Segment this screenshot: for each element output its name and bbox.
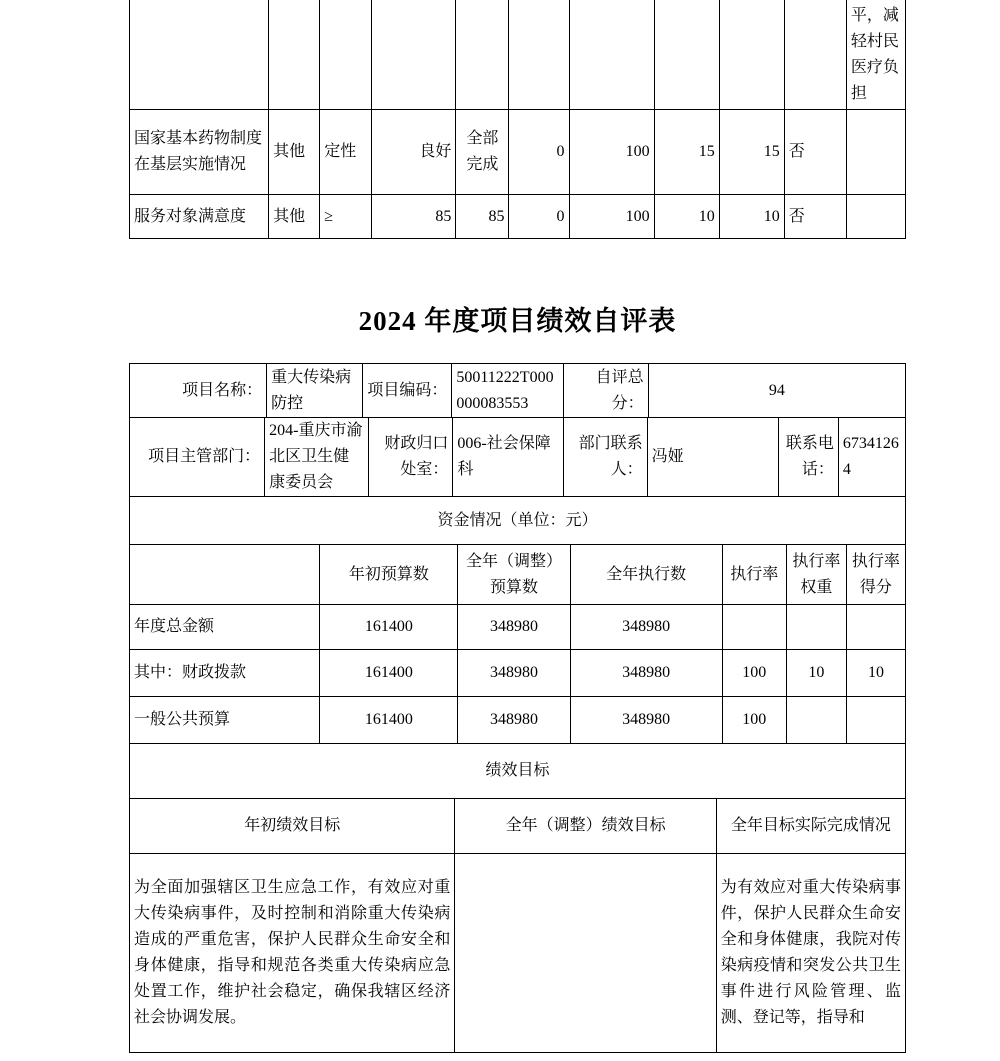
goals-header-row — [129, 798, 906, 854]
initial-goal-text: 为全面加强辖区卫生应急工作，有效应对重大传染病事件，及时控制和消除重大传染病造成的严重危害，保护人民群众生命安全和身体健康，指导和规范各类重大传染病应急处置工作，维护社会稳定，确保我辖区经济社会协调发展。 — [130, 854, 455, 1053]
cell-target-value: 85 — [372, 195, 456, 239]
cell-initial: 161400 — [320, 697, 458, 744]
cell-empty — [456, 0, 509, 110]
cell-category: 其他 — [269, 195, 320, 239]
cell-empty — [130, 0, 269, 110]
goals-section-title: 绩效目标 — [130, 744, 906, 799]
contact-label: 部门联系人： — [563, 418, 647, 497]
carryover-row — [130, 0, 906, 110]
table-row — [130, 418, 906, 497]
cell-adjusted: 348980 — [458, 605, 570, 650]
contact-value: 冯娅 — [647, 418, 778, 497]
cell-rate — [722, 605, 786, 650]
header-executed: 全年执行数 — [570, 545, 722, 605]
cell-actual-value: 全部完成 — [456, 110, 509, 195]
funding-header-row — [130, 545, 906, 605]
cell-weight — [786, 605, 846, 650]
row-label: 其中：财政拨款 — [130, 650, 320, 697]
cell-weight: 15 — [654, 110, 719, 195]
cell-carryover-text: 平，减轻村民医疗负担 — [846, 0, 905, 110]
header-rate-score: 执行率得分 — [846, 545, 905, 605]
cell-score: 10 — [846, 650, 905, 697]
cell-score — [846, 605, 905, 650]
cell-note — [846, 110, 905, 195]
row-label: 一般公共预算 — [130, 697, 320, 744]
cell-category: 其他 — [269, 110, 320, 195]
funding-row-public-budget — [130, 697, 906, 744]
cell-deviation: 0 — [509, 195, 569, 239]
header-adjusted-goal: 全年（调整）绩效目标 — [455, 799, 716, 854]
indicator-table — [129, 0, 906, 239]
project-info-row-1 — [129, 363, 906, 418]
header-actual-completion: 全年目标实际完成情况 — [716, 799, 905, 854]
funding-section-title: 资金情况（单位：元） — [130, 497, 906, 545]
funding-table — [129, 544, 906, 744]
cell-empty — [269, 0, 320, 110]
cell-score: 10 — [719, 195, 784, 239]
cell-deviation-flag: 否 — [784, 195, 846, 239]
cell-metric-type: ≥ — [320, 195, 372, 239]
cell-executed: 348980 — [570, 605, 722, 650]
finance-office-value: 006-社会保障科 — [453, 418, 563, 497]
project-name-value: 重大传染病防控 — [267, 364, 363, 418]
cell-initial: 161400 — [320, 650, 458, 697]
actual-completion-text: 为有效应对重大传染病事件，保护人民群众生命安全和身体健康，我院对传染病疫情和突发公共卫生事件进行风险管理、监测、登记等，指导和 — [716, 854, 905, 1053]
funding-section-banner — [129, 496, 906, 545]
header-initial-budget: 年初预算数 — [320, 545, 458, 605]
goals-content-row — [129, 853, 906, 1053]
dept-value: 204-重庆市渝北区卫生健康委员会 — [265, 418, 369, 497]
cell-empty — [320, 0, 372, 110]
cell-note — [846, 195, 905, 239]
self-eval-table — [129, 363, 906, 1053]
project-info-row-2 — [129, 417, 906, 497]
table-row — [130, 744, 906, 799]
cell-weight — [786, 697, 846, 744]
cell-empty — [719, 0, 784, 110]
table-row — [130, 854, 906, 1053]
cell-actual-value: 85 — [456, 195, 509, 239]
cell-weight: 10 — [654, 195, 719, 239]
cell-deviation: 0 — [509, 110, 569, 195]
cell-indicator-name: 国家基本药物制度在基层实施情况 — [130, 110, 269, 195]
self-score-value: 94 — [648, 364, 905, 418]
cell-adjusted: 348980 — [458, 650, 570, 697]
cell-score — [846, 697, 905, 744]
phone-label: 联系电话： — [778, 418, 838, 497]
cell-metric-type: 定性 — [320, 110, 372, 195]
funding-row-fiscal — [130, 650, 906, 697]
cell-executed: 348980 — [570, 650, 722, 697]
cell-weight: 10 — [786, 650, 846, 697]
cell-empty — [569, 0, 654, 110]
phone-value: 67341264 — [838, 418, 905, 497]
cell-completion-rate: 100 — [569, 110, 654, 195]
header-initial-goal: 年初绩效目标 — [130, 799, 455, 854]
page-title: 2024 年度项目绩效自评表 — [358, 306, 677, 336]
cell-empty — [372, 0, 456, 110]
cell-empty — [784, 0, 846, 110]
adjusted-goal-text — [455, 854, 716, 1053]
table-row — [130, 497, 906, 545]
project-code-value: 50011222T000000083553 — [452, 364, 563, 418]
cell-deviation-flag: 否 — [784, 110, 846, 195]
project-code-label: 项目编码： — [363, 364, 452, 418]
cell-rate: 100 — [722, 697, 786, 744]
finance-office-label: 财政归口处室： — [369, 418, 453, 497]
cell-score: 15 — [719, 110, 784, 195]
funding-row-total — [130, 605, 906, 650]
self-score-label: 自评总分： — [563, 364, 648, 418]
cell-indicator-name: 服务对象满意度 — [130, 195, 269, 239]
cell-empty — [654, 0, 719, 110]
header-rate-weight: 执行率权重 — [786, 545, 846, 605]
indicator-row-satisfaction — [130, 195, 906, 239]
goals-section-banner — [129, 743, 906, 799]
cell-empty — [509, 0, 569, 110]
cell-initial: 161400 — [320, 605, 458, 650]
header-adjusted-budget: 全年（调整）预算数 — [458, 545, 570, 605]
row-label: 年度总金额 — [130, 605, 320, 650]
dept-label: 项目主管部门： — [130, 418, 265, 497]
cell-executed: 348980 — [570, 697, 722, 744]
header-blank — [130, 545, 320, 605]
cell-target-value: 良好 — [372, 110, 456, 195]
indicator-row-drug-policy — [130, 110, 906, 195]
project-name-label: 项目名称： — [130, 364, 267, 418]
table-row — [130, 799, 906, 854]
header-execution-rate: 执行率 — [722, 545, 786, 605]
cell-rate: 100 — [722, 650, 786, 697]
cell-completion-rate: 100 — [569, 195, 654, 239]
table-row — [130, 364, 906, 418]
cell-adjusted: 348980 — [458, 697, 570, 744]
